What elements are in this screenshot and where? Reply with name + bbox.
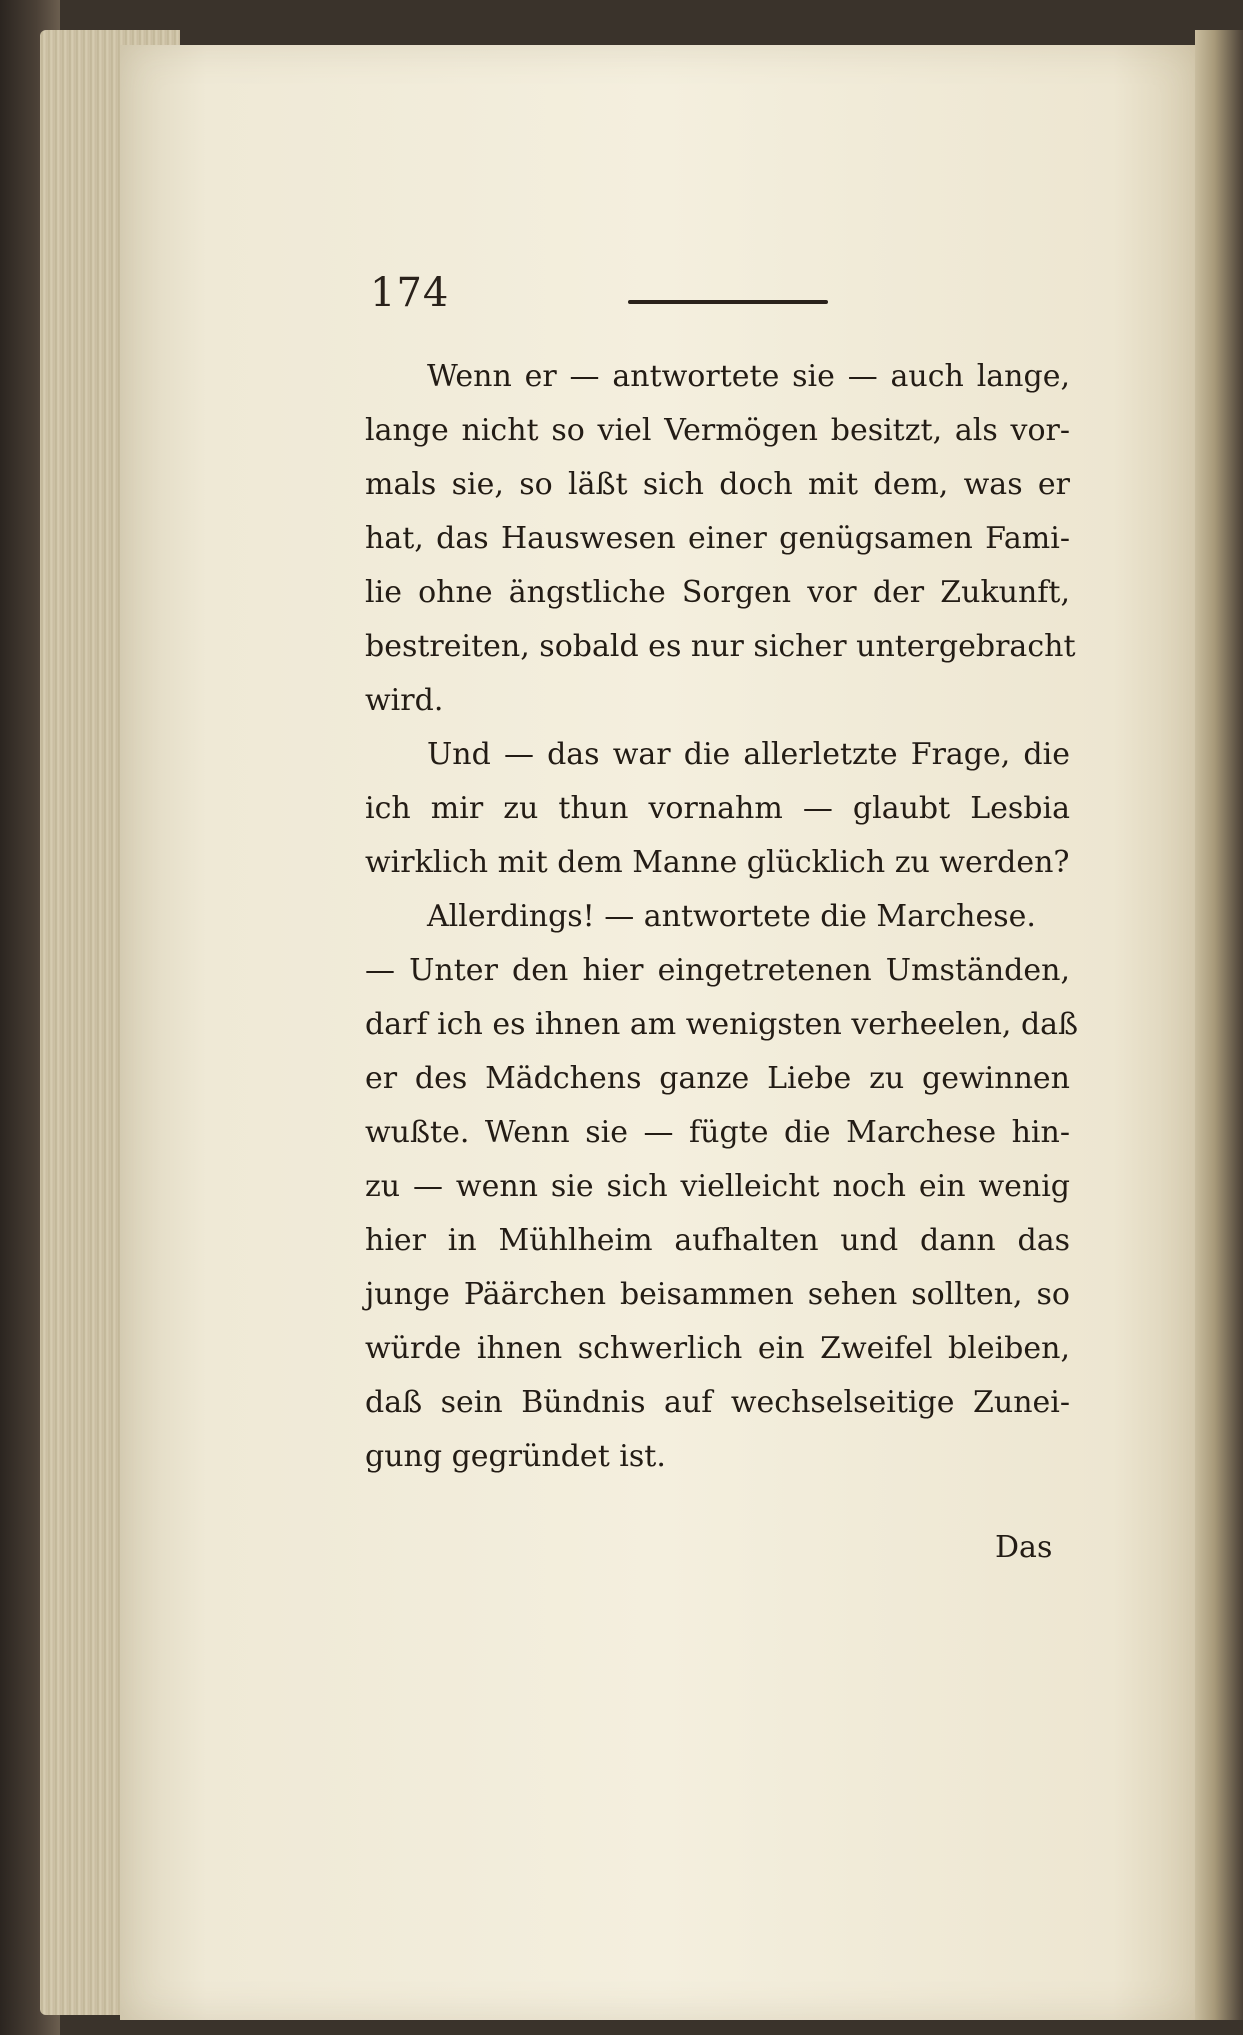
text-line: würde ihnen schwerlich ein Zweifel bleiben, <box>365 1331 1070 1366</box>
text-line: Allerdings! — antwortete die Marchese. <box>427 899 1036 934</box>
text-line: Und — das war die allerletzte Frage, die <box>427 737 1070 772</box>
text-line: bestreiten, sobald es nur sicher untergebracht <box>365 629 1076 664</box>
text-line: lie ohne ängstliche Sorgen vor der Zukunft, <box>365 575 1070 610</box>
text-line: wirklich mit dem Manne glücklich zu werden? <box>365 845 1070 880</box>
text-line: zu — wenn sie sich vielleicht noch ein wenig <box>365 1169 1070 1204</box>
text-line: wird. <box>365 683 444 718</box>
body-text <box>365 350 1079 1484</box>
text-line: hat, das Hauswesen einer genügsamen Fami- <box>365 521 1070 556</box>
text-line: — Unter den hier eingetretenen Umständen, <box>365 953 1070 988</box>
text-line: lange nicht so viel Vermögen besitzt, als vor- <box>365 413 1070 448</box>
header-rule <box>628 300 828 304</box>
text-line: Wenn er — antwortete sie — auch lange, <box>427 359 1070 394</box>
text-line: wußte. Wenn sie — fügte die Marchese hin- <box>365 1115 1070 1150</box>
text-line: gung gegründet ist. <box>365 1439 666 1474</box>
catchword: Das <box>995 1530 1053 1565</box>
text-line: junge Päärchen beisammen sehen sollten, so <box>365 1277 1070 1312</box>
text-line: er des Mädchens ganze Liebe zu gewinnen <box>365 1061 1070 1096</box>
text-line: mals sie, so läßt sich doch mit dem, was er <box>365 467 1070 502</box>
facing-page-edge <box>1195 30 1243 2020</box>
text-line: ich mir zu thun vornahm — glaubt Lesbia <box>365 791 1070 826</box>
text-line: hier in Mühlheim aufhalten und dann das <box>365 1223 1070 1258</box>
page-number: 174 <box>370 270 450 316</box>
text-line: darf ich es ihnen am wenigsten verheelen, daß <box>365 1007 1079 1042</box>
text-line: daß sein Bündnis auf wechselseitige Zunei- <box>365 1385 1070 1420</box>
